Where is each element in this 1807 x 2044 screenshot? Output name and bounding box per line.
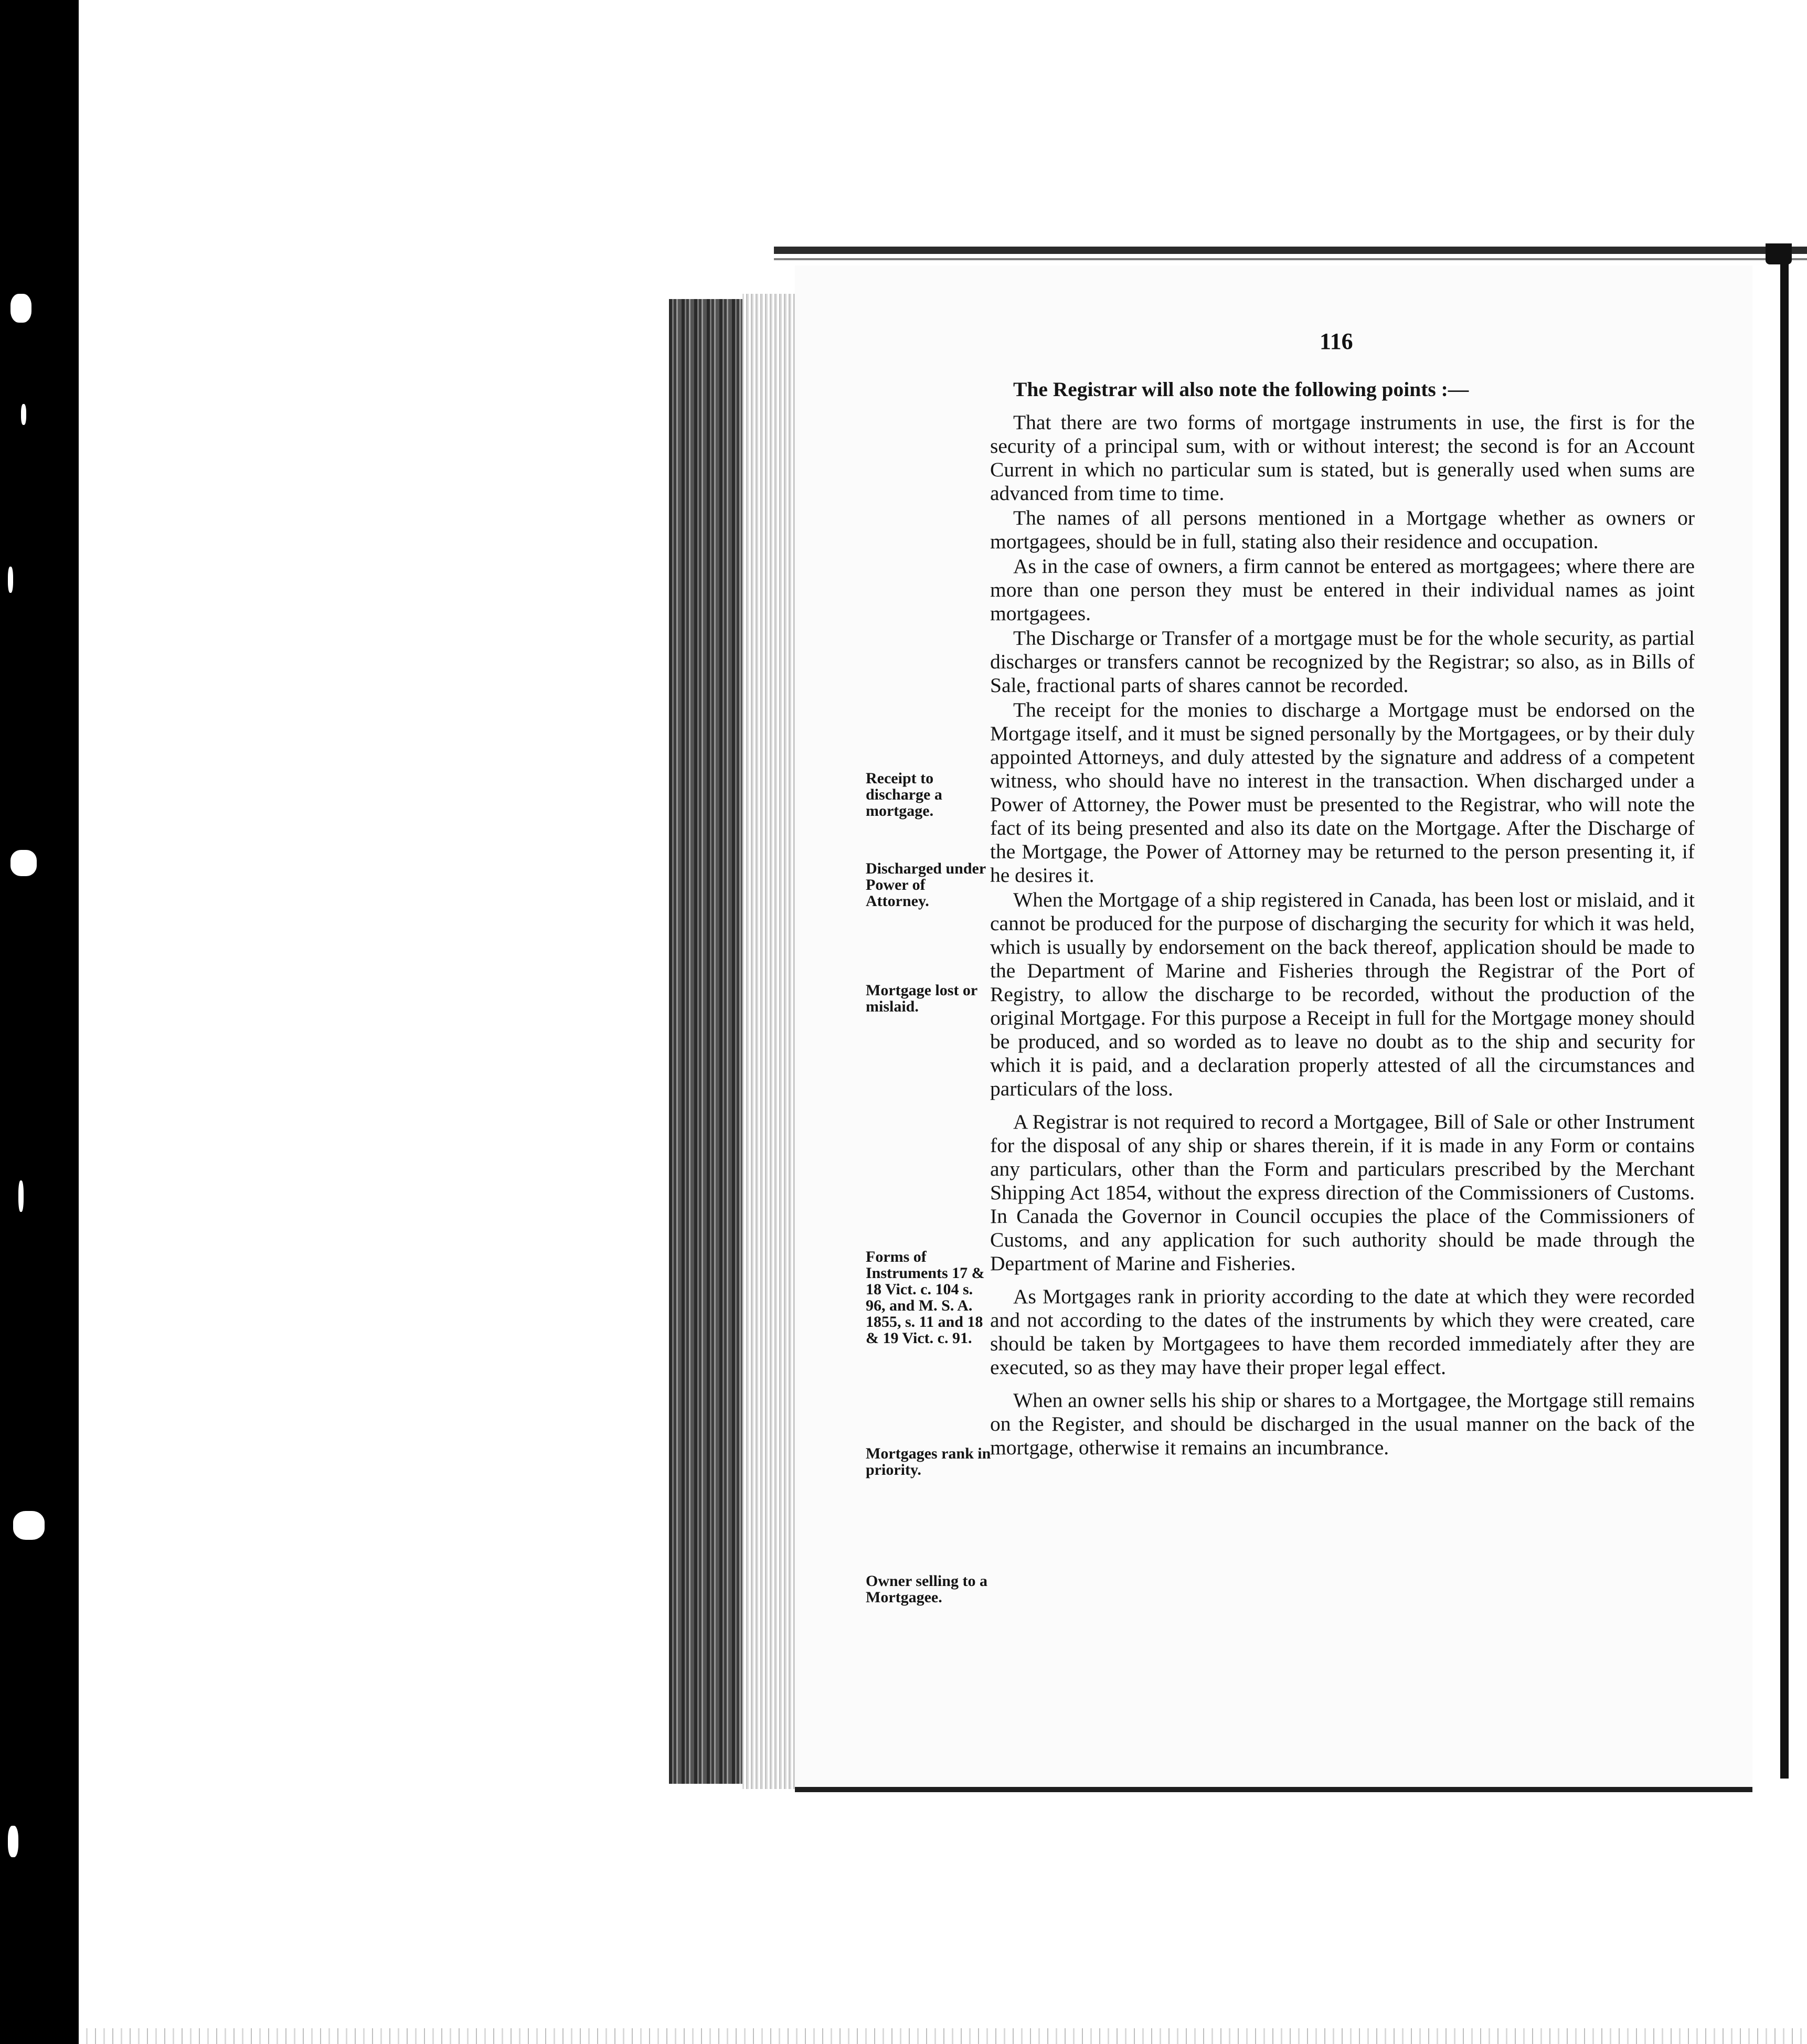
scan-speck — [8, 1826, 18, 1857]
sidenote-mortgage-lost: Mortgage lost or mislaid. — [866, 982, 977, 1015]
scan-speck — [10, 294, 31, 323]
paragraph: That there are two forms of mortgage instruments in use, the first is for the security of a principal sum, with or without interest; the second is for an Account Current in which no particular sum is stated, but is generally used when sums are advanced from time to time. — [990, 411, 1695, 505]
paragraph: As Mortgages rank in priority according to the date at which they were recorded and not according to the dates of the instruments by which they were created, care should be taken by Mortgagees to have them recorded immediately after they are executed, so as they may have their proper legal effect. — [990, 1285, 1695, 1379]
paragraph: A Registrar is not required to record a Mortgagee, Bill of Sale or other Instrument for the disposal of any ship or shares therein, if it is made in any Form or contains any particulars, other than the Form and particulars prescribed by the Merchant Shipping Act 1854, without the express direction of the Commissioners of Customs. In Canada the Governor in Council occupies the place of the Commissioners of Customs, and any application for such authority should be made through the Department of Marine and Fisheries. — [990, 1110, 1695, 1275]
book-top-edge-inner — [774, 258, 1807, 260]
scan-speck — [8, 567, 13, 593]
scan-noise-strip — [79, 2028, 1807, 2044]
page-number: 116 — [1320, 328, 1353, 354]
paragraph: When an owner sells his ship or shares to a Mortgagee, the Mortgage still remains on the Register, and should be discharged in the usual manner on the back of the mortgage, otherwise it remains an incumbrance. — [990, 1389, 1695, 1459]
paragraph: The Discharge or Transfer of a mortgage must be for the whole security, as partial discharges or transfers cannot be recognized by the Registrar; so also, as in Bills of Sale, fractional parts of shares cannot be recorded. — [990, 626, 1695, 697]
paragraph: The receipt for the monies to discharge a Mortgage must be endorsed on the Mortgage itself, and it must be signed personally by the Mortgagees, or by their duly appointed Attorneys, and duly attested by the signature and address of a competent witness, who should have no interest in the transaction. When discharged under a Power of Attorney, the Power must be presented to the Registrar, who will note the fact of its being presented and also its date on the Mortgage. After the Discharge of the Mortgage, the Power of Attorney may be returned to the person presenting it, if he desires it. — [990, 698, 1695, 887]
scan-speck — [13, 1511, 45, 1540]
sidenote-forms-of-instruments: Forms of Instruments 17 & 18 Vict. c. 104 s. 96, and M. S. A. 1855, s. 11 and 18 & 19 Vict. c. 91. — [866, 1248, 985, 1347]
scanner-edge — [0, 0, 79, 2044]
scan-speck — [18, 1180, 24, 1212]
section-heading: The Registrar will also note the following points :— — [1013, 378, 1469, 401]
body-text — [990, 378, 1695, 1461]
sidenote-receipt: Receipt to discharge a mortgage. — [866, 770, 942, 819]
right-binding — [1780, 247, 1789, 1779]
book-top-edge — [774, 247, 1807, 254]
sidenote-priority: Mortgages rank in priority. — [866, 1445, 991, 1478]
paragraph: The names of all persons mentioned in a Mortgage whether as owners or mortgagees, should be in full, stating also their residence and occupation. — [990, 506, 1695, 553]
scan-speck — [21, 404, 26, 425]
sidenote-power-of-attorney: Discharged under Power of Attorney. — [866, 860, 986, 910]
scan-speck — [10, 850, 37, 876]
paragraph: As in the case of owners, a firm cannot be entered as mortgagees; where there are more than one person they must be entered in their individual names as joint mortgagees. — [990, 555, 1695, 625]
paragraph: When the Mortgage of a ship registered in Canada, has been lost or mislaid, and it cannot be produced for the purpose of discharging the security for which it was held, which is usually by endorsement on the back thereof, application should be made to the Department of Marine and Fisheries through the Registrar of the Port of Registry, to allow the discharge to be recorded, without the production of the original Mortgage. For this purpose a Receipt in full for the Mortgage money should be produced, and so worded as to leave no doubt as to the ship and security for which it is paid, and a declaration properly attested of all the circumstances and particulars of the loss. — [990, 888, 1695, 1100]
book-page-edges-light — [742, 294, 800, 1789]
sidenote-owner-selling: Owner selling to a Mortgagee. — [866, 1572, 987, 1606]
